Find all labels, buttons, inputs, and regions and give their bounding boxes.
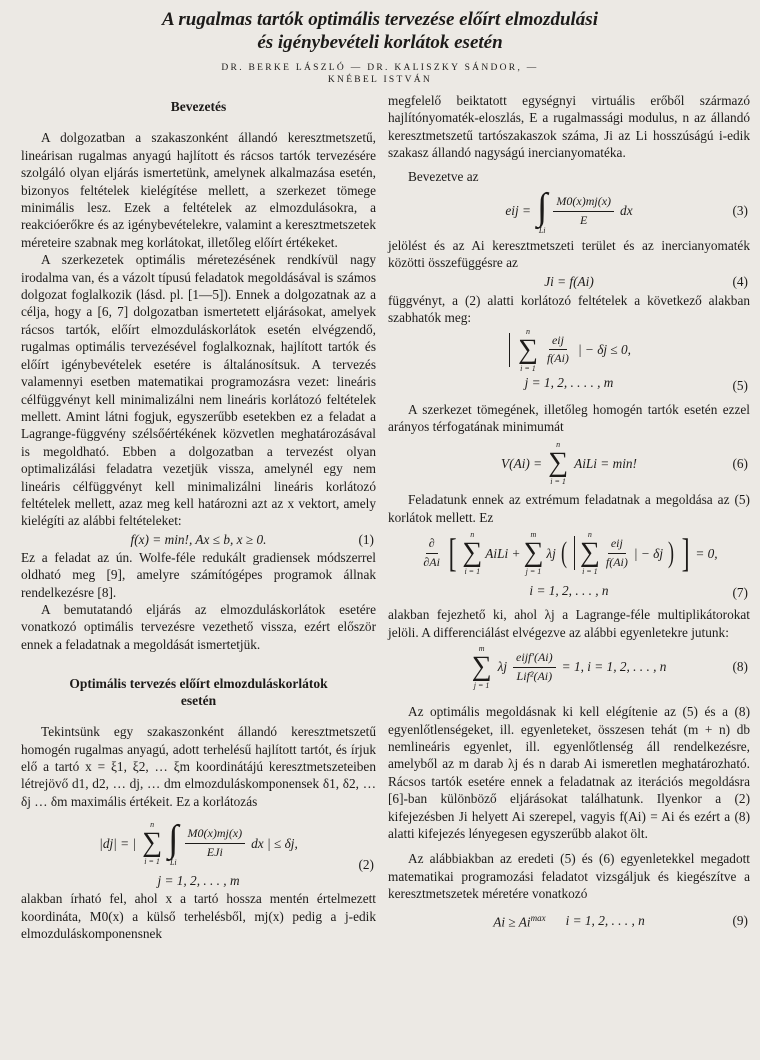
equation-4-number: (4) [732, 274, 748, 290]
equation-3-rhs: dx [620, 203, 633, 219]
equation-7-numerator: eij [608, 535, 626, 553]
sum-sign: ∑ [517, 333, 538, 365]
equation-2-denominator: EJi [206, 844, 223, 859]
equation-1-number: (1) [358, 531, 374, 547]
equation-7-sum-3-upper: n [587, 530, 592, 540]
title-line-1: A rugalmas tartók optimális tervezése előírt elmozdulási [162, 9, 598, 30]
section-heading-introduction: Bevezetés [170, 99, 227, 114]
equation-2-integral [168, 817, 179, 867]
equation-2-fraction [185, 825, 246, 861]
equation-3-integral [536, 185, 548, 235]
equation-5-sum-lower: i = 1 [520, 363, 536, 373]
equation-8-sum-upper: m [478, 644, 485, 654]
equation-8-numerator: eijf′(Ai) [513, 649, 556, 667]
equation-3-integral-lower: Li [538, 225, 546, 235]
equation-7-index-line [388, 580, 750, 600]
equation-8 [388, 641, 750, 693]
equation-1-body: f(x) = min!, Ax ≤ b, x ≥ 0. [130, 531, 267, 547]
equation-7-index: i = 1, 2, . . . , n [529, 582, 609, 598]
equation-6-sum [548, 440, 568, 486]
authors-line-1: DR. BERKE LÁSZLÓ — DR. KALISZKY SÁNDOR, — [221, 63, 539, 73]
equation-9-superscript: max [530, 913, 546, 924]
equation-7-tail: | − δj [633, 545, 664, 561]
sum-sign: ∑ [579, 537, 600, 569]
equation-7-derivative-top: ∂ [426, 535, 438, 553]
equation-3-lhs: eij = [505, 203, 531, 219]
equation-3-fraction [553, 193, 614, 229]
equation-9-rhs: i = 1, 2, . . . , n [565, 912, 645, 928]
authors-line-2: KNÉBEL ISTVÁN [327, 75, 433, 85]
equation-8-sum [472, 644, 492, 690]
equation-3-body [505, 185, 633, 235]
equation-5-body [507, 327, 631, 373]
abs-bar [509, 333, 510, 367]
displacement-paragraph-1: Tekintsünk egy szakaszonként állandó keresztmetszetű homogén rugalmas anyagú, adott terhelésű hajlított tartót, és írjuk elő a tartó x = ξ1, ξ2, … ξm koordinátájú keresztmetszeteiben létrejövő d1, d2, … dj, … dm elmozduláskomponensek δ1, δ2, … δj … δm maximális értékeit. Ez a korlátozás [21, 724, 376, 809]
equation-5-numerator: eij [549, 332, 567, 350]
equation-2-lhs: |dj| = | [99, 835, 137, 851]
right-paragraph-1: megfelelő beiktatott egységnyi virtuális erőből származó hajlítónyomaték-eloszlás, E a rugalmassági modulus, n az állandó keresztmetszetű tartószakaszok száma, Ji az Li hosszúságú i-edik szakasz állandó nagyságú inercianyomatéka. [388, 93, 750, 161]
right-column [388, 92, 750, 933]
equation-6-rhs: AiLi = min! [574, 455, 637, 471]
equation-9-number: (9) [732, 912, 748, 928]
equation-6-sum-upper: n [556, 440, 561, 450]
equation-8-rhs: = 1, i = 1, 2, . . . , n [561, 659, 667, 675]
equation-7-sum-2 [523, 530, 543, 576]
equation-7-sum-1-lower: i = 1 [464, 567, 481, 577]
section-heading-displacement-line-2: esetén [180, 693, 217, 709]
equation-2-rhs: dx | ≤ δj, [251, 835, 298, 851]
equation-7-derivative-bottom: ∂Ai [423, 554, 440, 569]
equation-5 [388, 327, 750, 373]
left-column [21, 92, 376, 942]
equation-5-rhs: | − δj ≤ 0, [577, 341, 632, 357]
equation-5-fraction [544, 332, 572, 368]
equation-3-numerator: M0(x)mj(x) [553, 193, 614, 211]
equation-6-body [501, 440, 637, 486]
equation-7-number: (7) [732, 585, 748, 601]
equation-8-body [472, 644, 667, 690]
equation-7-lambda: λj [546, 545, 556, 561]
equation-2 [21, 816, 376, 870]
equation-9 [388, 909, 750, 933]
equation-7-sum-3-lower: i = 1 [582, 567, 598, 577]
equation-8-lambda: λj [497, 659, 508, 675]
equation-4 [388, 272, 750, 292]
equation-6 [388, 435, 750, 491]
equation-3-number: (3) [732, 203, 748, 219]
equation-9-body [493, 910, 645, 931]
equation-7-body [420, 530, 717, 576]
equation-5-index: j = 1, 2, . . . . , m [524, 374, 614, 390]
equation-2-body [99, 817, 298, 867]
equation-7-sum-2-upper: m [530, 530, 537, 540]
section-heading-displacement [21, 675, 376, 709]
right-bracket: ] [681, 530, 690, 576]
displacement-paragraph-2: alakban írható fel, ahol x a tartó hossza mentén értelmezett koordináta, M0(x) a külső terhelésből, mj(x) pedig a j-edik elmozduláskomponensnek [21, 891, 376, 942]
intro-paragraph-4: A bemutatandó eljárás az elmozduláskorlátok esetére vonatkozó optimális tervezésre vezethető vissza, ezért először ennek a feladatnak a megoldását ismertetjük. [21, 601, 376, 652]
abs-bar [574, 536, 575, 570]
equation-2-sum-upper: n [150, 820, 155, 830]
equation-7-sum-1-upper: n [470, 530, 475, 540]
equation-6-number: (6) [732, 455, 748, 471]
equation-8-fraction [513, 649, 556, 685]
integral-sign: ∫ [168, 817, 179, 860]
equation-7-fraction [603, 535, 631, 571]
equation-7-denominator: f(Ai) [605, 554, 628, 569]
equation-5-sum [518, 327, 538, 373]
right-paragraph-3: jelölést és az Ai keresztmetszeti terület és az inercianyomaték közötti összefüggésre az [388, 238, 750, 271]
right-paragraph-6: Feladatunk ennek az extrémum feladatnak a megoldása az (5) korlátok mellett. Ez [388, 492, 750, 525]
equation-9-lhs [493, 910, 545, 931]
equation-9-lhs-text: Ai ≥ Ai [493, 914, 531, 930]
integral-sign: ∫ [536, 185, 548, 228]
author-list [0, 62, 760, 86]
equation-5-denominator: f(Ai) [546, 351, 569, 366]
equation-8-sum-lower: j = 1 [473, 681, 490, 691]
equation-2-sum [142, 820, 162, 866]
equation-7-derivative [420, 535, 443, 571]
equation-2-integral-lower: Li [169, 857, 177, 867]
right-paragraph-9: Az alábbiakban az eredeti (5) és (6) egyenletekkel megadott matematikai programozási feladatot vizsgáljuk és kiegészítve a keresztmetszetek méretére vonatkozó [388, 851, 750, 902]
right-paragraph-5: A szerkezet tömegének, illetőleg homogén tartók esetén ezzel arányos térfogatának minimumát [388, 401, 750, 435]
equation-5-index-line [388, 373, 750, 393]
left-bracket: [ [448, 530, 457, 576]
equation-2-index: j = 1, 2, . . . , m [157, 872, 240, 888]
equation-5-number: (5) [732, 377, 748, 393]
section-heading-displacement-line-1: Optimális tervezés előírt elmozduláskorlátok [69, 676, 328, 692]
equation-1 [21, 530, 376, 549]
sum-sign: ∑ [462, 537, 483, 569]
title-line-2: és igénybevételi korlátok esetén [257, 32, 503, 53]
equation-3-denominator: E [580, 212, 588, 227]
right-paragraph-8: Az optimális megoldásnak ki kell elégítenie az (5) és a (8) egyenlőtlenségeket, ill. egyenleteket, összesen tehát (m + n) db nemlineáris egyenlet, ill. egyenlőtlenség áll rendelkezésre, amelyből az m darab λj és n darab Ai ismeretlen meghatározható. Rácsos tartók esetére ennek a feladatnak az iterációs megoldásra [6]-ban különböző eljárásokat találhatunk. Ilyenkor a (2) kifejezésben Ji helyett Ai szerepel, vagyis f(Ai) = Ai és ezért a (8) alatti kifejezés lényegesen egyszerűbb alakot ölt. [388, 704, 750, 841]
equation-7-sum-3 [580, 530, 600, 576]
intro-paragraph-3: Ez a feladat az ún. Wolfe-féle redukált gradiensek módszerrel oldható meg [9], amelyre számítógépes programok állnak rendelkezésre [8]. [21, 549, 376, 600]
sum-sign: ∑ [142, 827, 163, 859]
equation-7-sum-2-lower: j = 1 [525, 567, 542, 577]
equation-2-numerator: M0(x)mj(x) [185, 825, 246, 843]
equation-4-body: Ji = f(Ai) [544, 274, 594, 290]
sum-sign: ∑ [548, 447, 569, 479]
equation-7-middle: AiLi + [485, 545, 521, 561]
intro-paragraph-1: A dolgozatban a szakaszonként állandó keresztmetszetű, lineárisan rugalmas anyagú hajlított és rácsos tartók tervezésére szolgáló olyan eljárás ismertetünk, amelynek alkalmazása esetén, bizonyos feltételek kielégítése mellett, a szerkezet tömege minimális lesz. Ezek a feltételek az elmozdulásokra, a reakcióerőkre és az igénybevételekre, valamint a keresztmetszetek méreteire szabnak meg korlátokat, illetőleg előírt értékeket. [21, 130, 376, 250]
right-paragraph-4: függvényt, a (2) alatti korlátozó feltételek a következő alakban szabhatók meg: [388, 292, 750, 326]
sum-sign: ∑ [523, 537, 544, 569]
right-paragraph-2: Bevezetve az [408, 168, 479, 184]
paper-title [0, 0, 760, 54]
right-paren: ) [668, 536, 675, 570]
equation-8-denominator: Lif²(Ai) [516, 668, 553, 683]
equation-2-number: (2) [358, 857, 374, 873]
equation-6-lhs: V(Ai) = [501, 455, 543, 471]
equation-6-sum-lower: i = 1 [550, 477, 566, 487]
left-paren: ( [560, 536, 567, 570]
equation-3 [388, 185, 750, 237]
equation-8-number: (8) [732, 659, 748, 675]
equation-2-sum-lower: i = 1 [144, 857, 160, 867]
right-paragraph-7: alakban fejezhető ki, ahol λj a Lagrange-féle multiplikátorokat jelöli. A differenciálást elvégezve az alábbi egyenletekre jutunk: [388, 607, 750, 640]
equation-5-sum-upper: n [525, 326, 530, 336]
equation-7 [388, 526, 750, 580]
intro-paragraph-2: A szerkezetek optimális méretezésének rendkívül nagy irodalma van, és a vázolt típusú feladatok megoldásával is számos dolgozat foglalkozik (lásd. pl. [1—5]). Ennek a dolgozatnak az a célja, hogy a [6, 7] dolgozatban ismertetett eljárásokat, amelyek rácsos tartók, előírt elmozduláskorlátok esetén elvégzendő, rugalmas optimális tervezésével foglalkoznak, hajlított tartók és előírt igénybevételek esetére is általánosítsuk. A tervezés valamennyi esetben matematikai programozásra vezet: lineáris célfüggvényt kell minimalizálni nem lineáris korlátozó feltételek mellett. Amint látni fogjuk, egyszerűbb esetekben ez a feladat a Lagrange-függvény szélsőértékének közvetlen meghatározásával is megoldható. Ebben a dolgozatban a tervezést olyan optimalizálási feladatra vezetjük vissza, amelynél egy nem lineáris célfüggvényt kell minimalizálni lineáris korlátozó feltételek mellett, azaz meg kell határozni azt az x vektort, amely kielégíti az alábbi feltételeket: [21, 252, 376, 529]
equation-7-sum-1 [462, 530, 482, 576]
equation-7-end: = 0, [695, 545, 718, 561]
sum-sign: ∑ [471, 651, 492, 683]
